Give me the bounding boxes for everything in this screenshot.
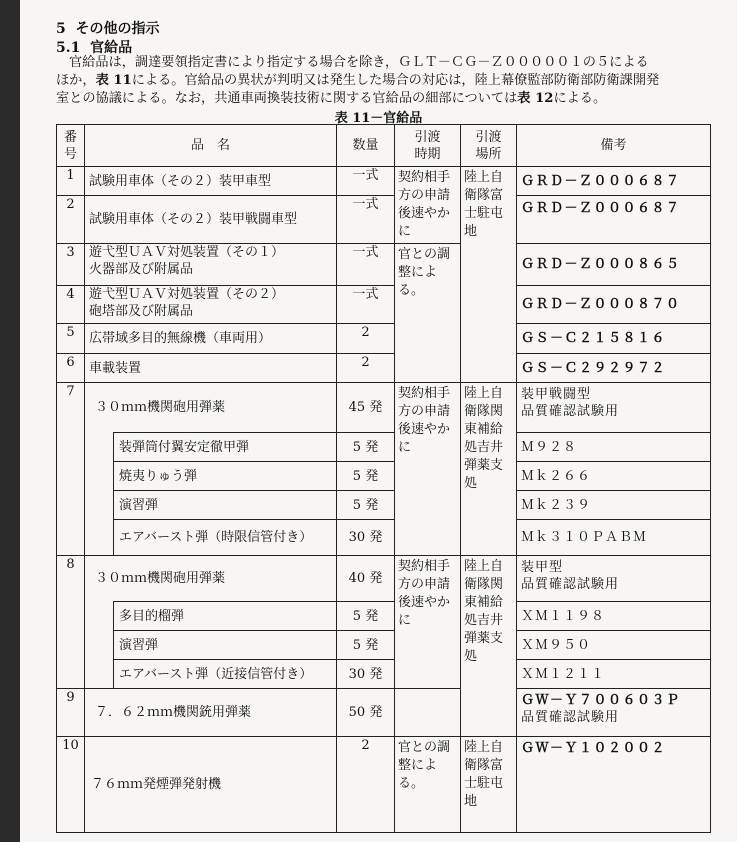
item-name: ７．６２ｍｍ機関銃用弾薬 xyxy=(85,689,337,737)
row-number: 2 xyxy=(57,196,85,244)
header-remarks: 備考 xyxy=(517,125,711,167)
item-remark: Ｍｋ２６６ xyxy=(517,462,711,491)
row-number: 1 xyxy=(57,167,85,196)
item-quantity: 2 xyxy=(337,737,395,833)
supplied-items-table xyxy=(56,124,711,833)
delivery-time-cell: 官との調 整によ る。 xyxy=(395,737,461,833)
item-name: ７６ｍｍ発煙弾発射機 xyxy=(85,737,337,833)
paragraph-line-3 xyxy=(56,90,716,108)
table-row xyxy=(57,354,711,383)
item-quantity: 45 発 xyxy=(337,383,395,433)
item-quantity: 5 発 xyxy=(337,491,395,520)
item-quantity: 5 発 xyxy=(337,631,395,660)
item-remark: Ｍ９２８ xyxy=(517,433,711,462)
item-name: 焼夷りゅう弾 xyxy=(85,462,337,491)
row-number: 10 xyxy=(57,737,85,833)
item-name: 演習弾 xyxy=(85,491,337,520)
item-name: 車載装置 xyxy=(85,354,337,383)
header-delivery-time: 引渡 時期 xyxy=(395,125,461,167)
subsection-title: 官給品 xyxy=(90,40,133,56)
table-header-row xyxy=(57,125,711,167)
text-segment: ほか， xyxy=(56,73,96,88)
delivery-place-cell: 陸上自 衛隊関 東補給 処吉井 弾薬支 処 xyxy=(461,383,517,556)
item-name: ３０ｍｍ機関砲用弾薬 xyxy=(85,383,337,433)
delivery-place-cell: 陸上自 衛隊富 士駐屯 地 xyxy=(461,167,517,383)
item-quantity: 一式 xyxy=(337,244,395,286)
table-sub-row xyxy=(57,433,711,462)
delivery-place-cell: 陸上自 衛隊富 士駐屯 地 xyxy=(461,737,517,833)
item-name: 演習弾 xyxy=(85,631,337,660)
table-row xyxy=(57,383,711,433)
item-name: 遊弋型ＵＡＶ対処装置（その１） 火器部及び附属品 xyxy=(85,244,337,286)
item-quantity: 5 発 xyxy=(337,433,395,462)
item-quantity: 2 xyxy=(337,354,395,383)
item-quantity: 2 xyxy=(337,324,395,354)
table-reference: 表 12 xyxy=(517,91,554,106)
table-row xyxy=(57,737,711,833)
delivery-time-cell: 契約相手 方の申請 後速やか に xyxy=(395,556,461,689)
text-segment: 室との協議による。なお，共通車両換装技術に関する官給品の細部については xyxy=(56,91,518,106)
item-remark: ＧＷ－Ｙ７００６０３Ｐ 品質確認試験用 xyxy=(517,689,711,737)
table-row xyxy=(57,196,711,244)
item-remark: 装甲戦闘型 品質確認試験用 xyxy=(517,383,711,433)
text-segment: による。官給品の異状が判明又は発生した場合の対応は，陸上幕僚監部防衛部防衛課開発 xyxy=(131,73,660,88)
table-row xyxy=(57,244,711,286)
item-quantity: 一式 xyxy=(337,167,395,196)
item-name: エアバースト弾（時限信管付き） xyxy=(85,520,337,556)
item-remark: Ｍｋ２３９ xyxy=(517,491,711,520)
table-caption: 表 11－官給品 xyxy=(334,111,423,126)
table-row xyxy=(57,324,711,354)
table-sub-row xyxy=(57,491,711,520)
table-sub-row xyxy=(57,462,711,491)
text-segment: による。 xyxy=(553,91,607,106)
item-remark: 装甲型 品質確認試験用 xyxy=(517,556,711,602)
row-number: 9 xyxy=(57,689,85,737)
table-sub-row xyxy=(57,631,711,660)
table-row xyxy=(57,286,711,324)
item-quantity: 30 発 xyxy=(337,520,395,556)
subsection-number: 5.1 xyxy=(56,40,81,56)
item-quantity: 5 発 xyxy=(337,462,395,491)
section-number: 5 xyxy=(56,21,66,37)
item-name: 試験用車体（その２）装甲戦闘車型 xyxy=(85,196,337,244)
paragraph-line-1: 官給品は，調達要領指定書により指定する場合を除き，ＧＬＴ－ＣＧ－Ｚ０００００１の５による xyxy=(69,55,649,70)
header-number: 番 号 xyxy=(57,125,85,167)
item-quantity: 30 発 xyxy=(337,660,395,689)
item-remark: ＧＳ－Ｃ２１５８１６ xyxy=(517,324,711,354)
body-paragraph xyxy=(56,54,716,108)
item-remark: ＧＷ－Ｙ１０２００２ xyxy=(517,737,711,833)
item-remark: ＧＲＤ－Ｚ０００６８７ xyxy=(517,196,711,244)
item-name: 多目的榴弾 xyxy=(85,602,337,631)
item-remark: ＸＭ１１９８ xyxy=(517,602,711,631)
item-remark: Ｍｋ３１０ＰＡＢＭ xyxy=(517,520,711,556)
item-remark: ＧＲＤ－Ｚ０００８６５ xyxy=(517,244,711,286)
header-quantity: 数量 xyxy=(337,125,395,167)
header-delivery-place: 引渡 場所 xyxy=(461,125,517,167)
header-name: 品 名 xyxy=(85,125,337,167)
item-remark: ＧＲＤ－Ｚ０００８７０ xyxy=(517,286,711,324)
item-remark: ＸＭ９５０ xyxy=(517,631,711,660)
section-title: その他の指示 xyxy=(75,21,160,37)
item-name: エアバースト弾（近接信管付き） xyxy=(85,660,337,689)
item-name: ３０ｍｍ機関砲用弾薬 xyxy=(85,556,337,602)
item-quantity: 一式 xyxy=(337,196,395,244)
delivery-place-cell: 陸上自 衛隊関 東補給 処吉井 弾薬支 処 xyxy=(461,556,517,737)
row-number: 6 xyxy=(57,354,85,383)
item-quantity: 一式 xyxy=(337,286,395,324)
item-name: 試験用車体（その２）装甲車型 xyxy=(85,167,337,196)
table-row xyxy=(57,689,711,737)
item-name: 広帯域多目的無線機（車両用） xyxy=(85,324,337,354)
empty-cell xyxy=(395,689,461,737)
item-remark: ＸＭ１２１１ xyxy=(517,660,711,689)
table-sub-row xyxy=(57,602,711,631)
section-heading xyxy=(56,18,160,38)
table-sub-row xyxy=(57,660,711,689)
item-quantity: 40 発 xyxy=(337,556,395,602)
item-quantity: 50 発 xyxy=(337,689,395,737)
row-number: 5 xyxy=(57,324,85,354)
table-row xyxy=(57,556,711,602)
table-reference: 表 11 xyxy=(95,73,132,88)
paragraph-line-2 xyxy=(56,72,716,90)
table-sub-row xyxy=(57,520,711,556)
delivery-time-cell: 官との調 整によ る。 xyxy=(395,244,461,383)
table-row xyxy=(57,167,711,196)
item-name: 装弾筒付翼安定徹甲弾 xyxy=(85,433,337,462)
item-remark: ＧＲＤ－Ｚ０００６８７ xyxy=(517,167,711,196)
row-number: 8 xyxy=(57,556,85,689)
document-page xyxy=(20,0,737,842)
row-number: 4 xyxy=(57,286,85,324)
row-number: 3 xyxy=(57,244,85,286)
delivery-time-cell: 契約相手 方の申請 後速やか に xyxy=(395,167,461,244)
item-quantity: 5 発 xyxy=(337,602,395,631)
delivery-time-cell: 契約相手 方の申請 後速やか に xyxy=(395,383,461,556)
item-name: 遊弋型ＵＡＶ対処装置（その２） 砲塔部及び附属品 xyxy=(85,286,337,324)
row-number: 7 xyxy=(57,383,85,556)
item-remark: ＧＳ－Ｃ２９２９７２ xyxy=(517,354,711,383)
